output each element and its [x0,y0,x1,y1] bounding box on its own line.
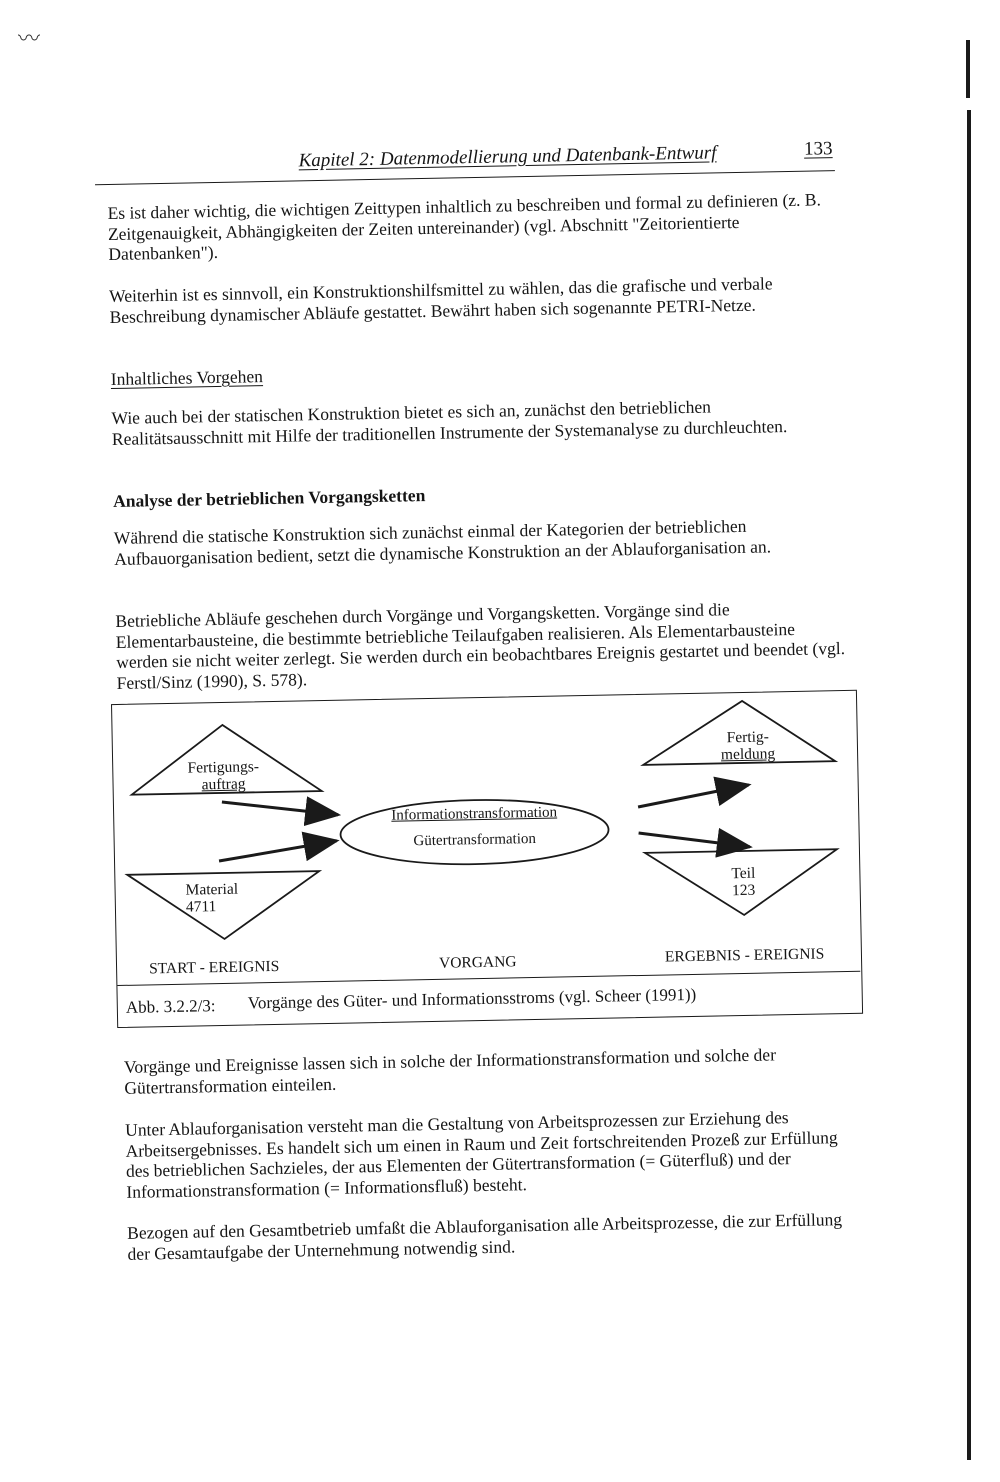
paragraph-arbeitsprozesse: Unter Ablauforganisation versteht man die Gestaltung von Arbeitsprozessen zur Erziehung des Arbeitsergebnisses. Es handelt sich um einen in Raum und Zeit fortschreitenden Prozeß zur Erfüllung des betrieblichen Sachzieles, der aus Elementen der Gütertransformation (= Güterfluß) und der Informationstransformation (= Informationsfluß) besteht. [124,1107,838,1202]
start-event-bottom-label [185,880,276,916]
page-header [94,136,835,185]
start-event-top-line1: Fertigungs- [187,758,260,777]
flow-arrow-material-to-process [219,841,337,861]
paragraph-gesamtbetrieb: Bezogen auf den Gesamtbetrieb umfaßt die Ablauforganisation alle Arbeitsprozesse, die zur Erfüllung der Gesamtaufgabe der Unternehmung notwendig sind. [126,1209,843,1264]
scan-edge-line-top [966,40,970,98]
result-event-bottom-label [713,864,774,899]
start-event-top-line2: auftrag [201,775,246,794]
flow-arrow-process-to-report [638,785,749,807]
scan-artifact-mark: 〰 [18,26,41,51]
paragraph-systemanalyse: Wie auch bei der statischen Konstruktion bietet es sich an, zunächst den betrieblichen Realitätsausschnitt mit Hilfe der traditionellen Instrumente der Systemanalyse zu durchleuchten. [111,396,788,449]
flow-arrow-process-to-part [639,831,750,849]
start-event-bottom-line2: 4711 [185,898,217,916]
result-event-top-label [703,728,794,764]
result-event-bottom-line1: Teil [731,864,756,883]
paragraph-vorgaenge-ereignisse: Vorgänge und Ereignisse lassen sich in solche der Informationstransformation und solche der Gütertransformation einteilen. [123,1044,777,1098]
start-event-bottom-line1: Material [185,880,239,899]
caption-number: Abb. 3.2.2/3: [125,996,216,1017]
process-label-goods: Gütertransformation [413,830,537,850]
caption-text: Vorgänge des Güter- und Informationsstroms (vgl. Scheer (1991)) [247,984,697,1013]
process-label-information: Informationstransformation [391,804,558,824]
result-event-bottom-line2: 123 [731,881,756,900]
label-start-event: START - EREIGNIS [148,957,280,978]
subheading-inhaltliches-vorgehen: Inhaltliches Vorgehen [110,366,264,390]
figure-vorgaenge [111,690,863,1028]
flow-arrow-order-to-process [222,800,338,817]
paragraph-betriebliche-ablaeufe: Betriebliche Abläufe geschehen durch Vorgänge und Vorgangsketten. Vorgänge sind die Elementarbausteine, die bestimmte betriebliche Teilaufgaben realisieren. Als Elementarbausteine werden sie nicht weiter zerlegt. Sie werden durch ein beobachtbares Ereignis gestartet und beendet (vgl. Ferstl/Sinz (1990), S. 578). [115,599,846,693]
paragraph-petri-netze: Weiterhin ist es sinnvoll, ein Konstruktionshilfsmittel zu wählen, das die grafische und verbale Beschreibung dynamischer Abläufe gestattet. Bewährt haben sich sogenannte PETRI-Netze. [108,273,773,327]
heading-vorgangsketten: Analyse der betrieblichen Vorgangsketten [112,485,426,512]
label-result-event: ERGEBNIS - EREIGNIS [664,945,825,966]
paragraph-ablauforganisation: Während die statische Konstruktion sich zunächst einmal der Kategorien der betrieblichen Aufbauorganisation bedient, setzt die dynamische Konstruktion an der Ablauforganisation an. [113,515,772,569]
result-event-top-line1: Fertig- [726,728,770,747]
page-number: 133 [803,138,833,160]
header-title: Kapitel 2: Datenmodellierung und Datenbank-Entwurf [298,142,717,172]
scan-edge-line-main [967,110,971,1460]
result-event-top-line2: meldung [720,745,776,764]
label-process: VORGANG [438,953,517,972]
start-event-top-label [173,758,274,794]
paragraph-zeittypen: Es ist daher wichtig, die wichtigen Zeittypen inhaltlich zu beschreiben und formal zu definieren (z. B. Zeitgenauigkeit, Abhängigkeiten der Zeiten untereinander) (vgl. Abschnitt "Zeitorientierte Datenbanken"). [107,189,822,265]
